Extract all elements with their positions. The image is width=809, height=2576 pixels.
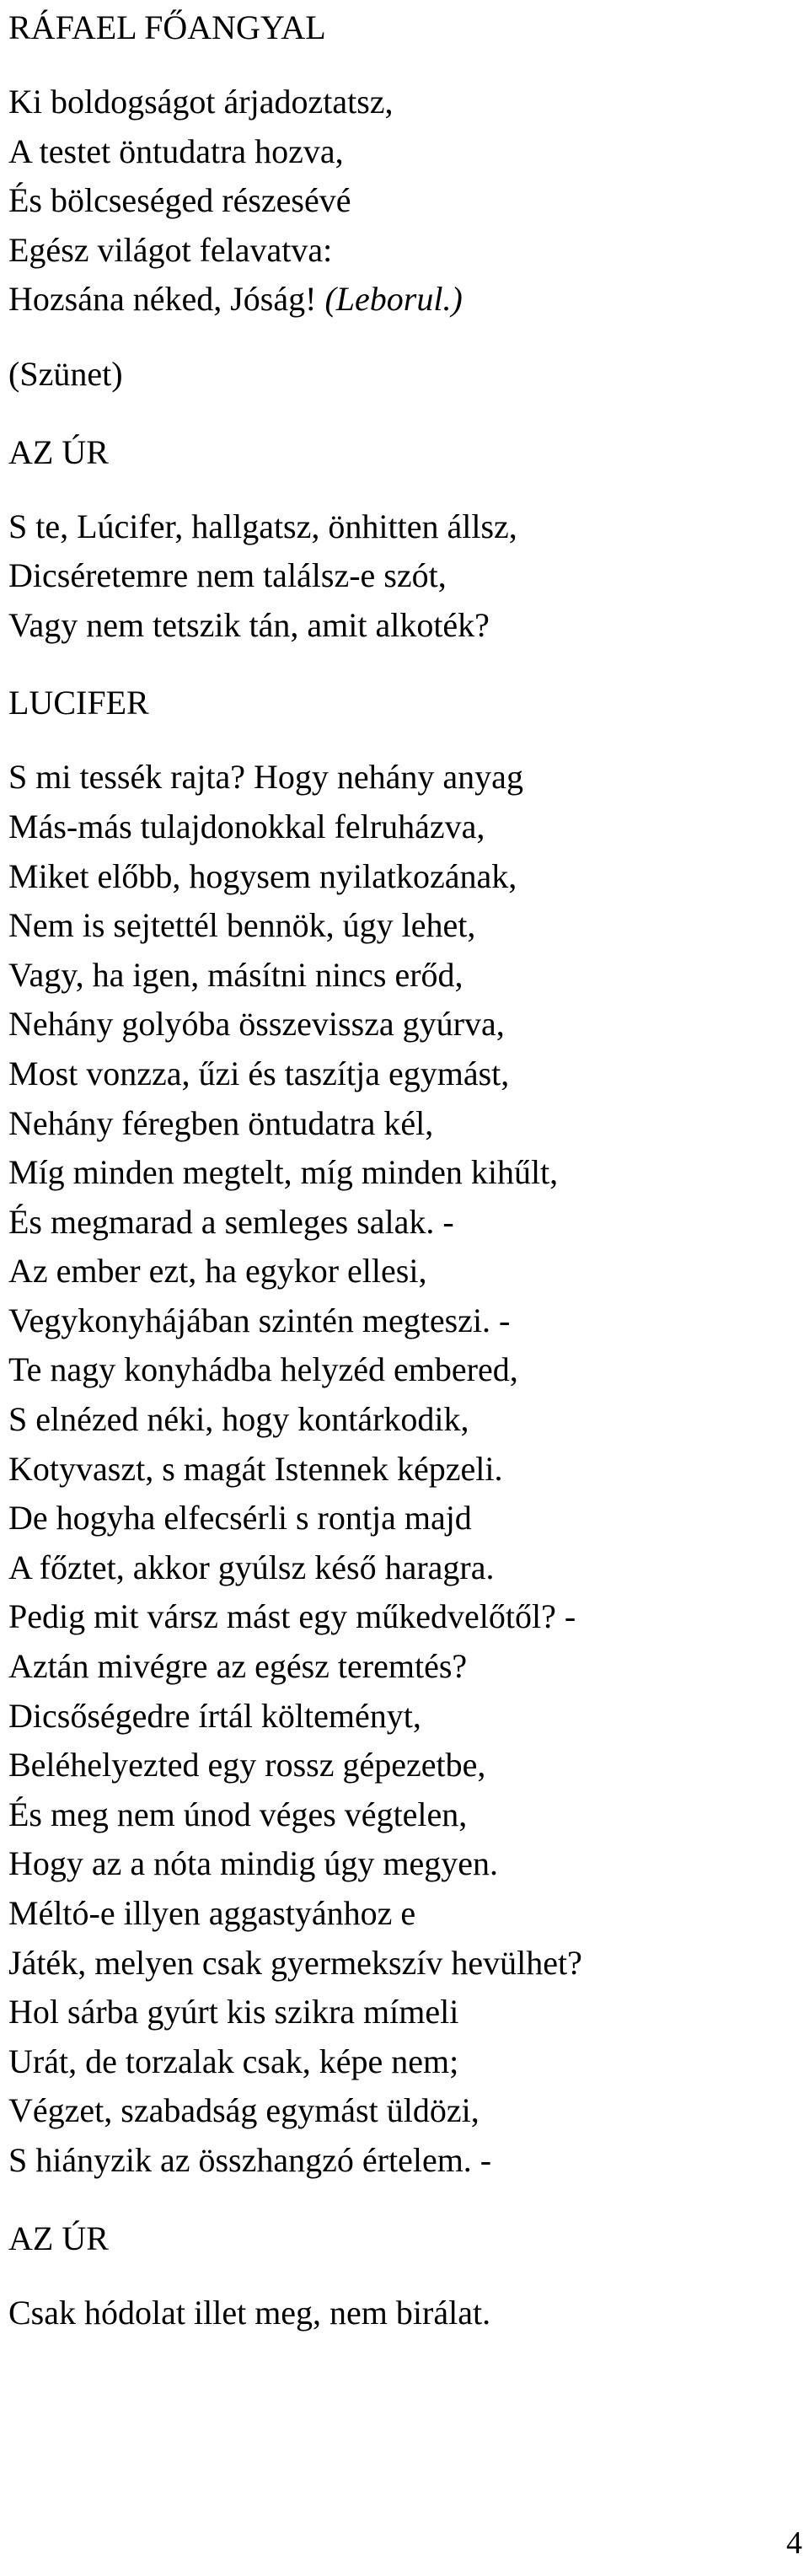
verse-line: Urát, de torzalak csak, képe nem; (8, 2042, 459, 2080)
verse-line: A főztet, akkor gyúlsz késő haragra. (8, 1548, 495, 1586)
stage-direction: (Leborul.) (324, 280, 463, 319)
speaker-name: AZ ÚR (8, 2219, 109, 2257)
verse-line: És bölcseséged részesévé (8, 181, 351, 220)
verse-block (8, 78, 792, 325)
section-az-ur (8, 425, 792, 651)
verse-line: Miket előbb, hogysem nyilatkozának, (8, 856, 517, 895)
verse-line: Játék, melyen csak gyermekszív hevülhet? (8, 1943, 582, 1982)
verse-line: Nehány féregben öntudatra kél, (8, 1103, 434, 1142)
verse-line: És megmarad a semleges salak. - (8, 1202, 454, 1241)
verse-line: Most vonzza, űzi és taszítja egymást, (8, 1054, 510, 1092)
verse-line: Egész világot felavatva: (8, 230, 333, 269)
verse-line: Míg minden megtelt, míg minden kihűlt, (8, 1153, 559, 1192)
stage-direction-pause: (Szünet) (8, 354, 123, 393)
verse-line: Más-más tulajdonokkal felruházva, (8, 807, 485, 845)
verse-block (8, 753, 792, 2185)
verse-line: Te nagy konyhádba helyzéd embered, (8, 1350, 518, 1389)
speaker-name: LUCIFER (8, 684, 149, 722)
verse-line: Végzet, szabadság egymást üldözi, (8, 2091, 480, 2130)
verse-line: És meg nem únod véges végtelen, (8, 1795, 468, 1833)
section-rafael (8, 0, 792, 325)
page-number: 4 (786, 2525, 802, 2561)
verse-line (8, 275, 792, 325)
verse-line: Vegykonyhájában szintén megteszi. - (8, 1301, 511, 1339)
section-lucifer (8, 675, 792, 2185)
verse-line: Ki boldogságot árjadoztatsz, (8, 83, 394, 121)
verse-line: S elnézed néki, hogy kontárkodik, (8, 1400, 469, 1439)
verse-line: S mi tessék rajta? Hogy nehány anyag (8, 758, 523, 797)
verse-line: Vagy nem tetszik tán, amit alkoték? (8, 605, 490, 644)
verse-line: Pedig mit vársz mást egy műkedvelőtől? - (8, 1597, 576, 1636)
verse-line: Hol sárba gyúrt kis szikra mímeli (8, 1993, 459, 2031)
poem-page (8, 0, 792, 2337)
verse-line-text: Hozsána néked, Jóság! (8, 280, 325, 319)
verse-line: Nem is sejtettél bennök, úgy lehet, (8, 906, 476, 945)
verse-line: Méltó-e illyen aggastyánhoz e (8, 1894, 416, 1932)
verse-line: Aztán mivégre az egész teremtés? (8, 1647, 468, 1686)
verse-block (8, 2289, 792, 2338)
verse-line: Nehány golyóba összevissza gyúrva, (8, 1005, 505, 1044)
verse-line: De hogyha elfecsérli s rontja majd (8, 1499, 472, 1538)
verse-line: Dicséretemre nem találsz-e szót, (8, 556, 447, 595)
verse-line: Beléhelyezted egy rossz gépezetbe, (8, 1746, 486, 1784)
verse-line: S te, Lúcifer, hallgatsz, önhitten állsz, (8, 507, 517, 545)
verse-block (8, 502, 792, 651)
verse-line: Az ember ezt, ha egykor ellesi, (8, 1252, 427, 1291)
section-az-ur-reply (8, 2211, 792, 2338)
verse-line: S hiányzik az összhangzó értelem. - (8, 2140, 492, 2179)
verse-line: Dicsőségedre írtál költeményt, (8, 1696, 421, 1735)
verse-line: Csak hódolat illet meg, nem birálat. (8, 2293, 491, 2332)
verse-line: A testet öntudatra hozva, (8, 131, 344, 170)
verse-line: Kotyvaszt, s magát Istennek képzeli. (8, 1449, 503, 1488)
speaker-name: RÁFAEL FŐANGYAL (8, 8, 326, 46)
verse-line: Hogy az a nóta mindig úgy megyen. (8, 1844, 498, 1883)
speaker-name: AZ ÚR (8, 432, 109, 471)
verse-line: Vagy, ha igen, másítni nincs erőd, (8, 955, 463, 994)
